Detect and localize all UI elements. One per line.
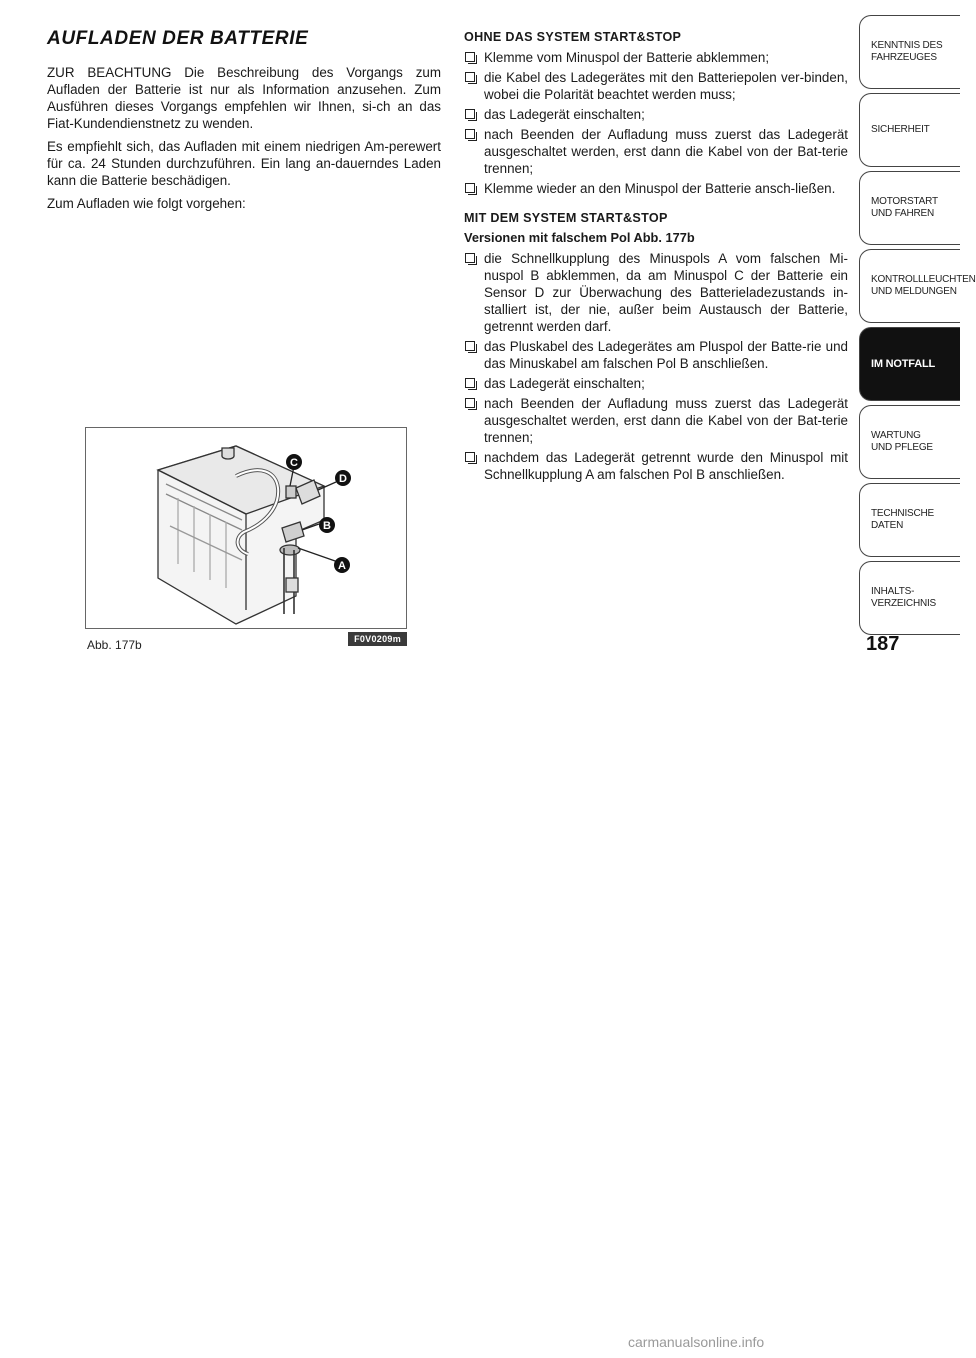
- checkbox-bullet-icon: [465, 253, 475, 263]
- checkbox-bullet-icon: [465, 378, 475, 388]
- paragraph-procedure-intro: Zum Aufladen wie folgt vorgehen:: [47, 196, 246, 211]
- paragraph-note: ZUR BEACHTUNG Die Beschreibung des Vorgangs zum Aufladen der Batterie ist nur als Information anzusehen. Zum Ausführen dieses Vorgangs empfehlen wir Ihnen, si-ch an das Fiat-Kundendienstnetz zu wenden.: [47, 65, 441, 131]
- checkbox-bullet-icon: [465, 452, 475, 462]
- page-number: 187: [866, 633, 900, 655]
- checkbox-bullet-icon: [465, 109, 475, 119]
- checkbox-bullet-icon: [465, 72, 475, 82]
- battery-illustration: [86, 428, 406, 628]
- checkbox-bullet-icon: [465, 183, 475, 193]
- list-item: das Ladegerät einschalten;: [464, 106, 848, 123]
- callout-a-label: A: [338, 560, 346, 572]
- section-subheading-versions: Versionen mit falschem Pol Abb. 177b: [464, 230, 695, 245]
- list-item: die Kabel des Ladegerätes mit den Batteriepolen ver-binden, wobei die Polarität beachtet werden muss;: [464, 69, 848, 103]
- steps-list-with-startstop: [464, 250, 848, 483]
- figure-code: F0V0209m: [348, 632, 407, 646]
- footer-watermark: carmanualsonline.info: [628, 1334, 765, 1350]
- list-item: nachdem das Ladegerät getrennt wurde den Minuspol mit Schnellkupplung A am falschen Pol B anschließen.: [464, 449, 848, 483]
- paragraph-recommendation: Es empfiehlt sich, das Aufladen mit einem niedrigen Am-perewert für ca. 24 Stunden durchzuführen. Ein lang an-dauerndes Laden kann die Batterie beschädigen.: [47, 139, 441, 188]
- left-column: [47, 28, 441, 218]
- checkbox-bullet-icon: [465, 129, 475, 139]
- callout-d-label: D: [339, 473, 347, 485]
- figure-caption-label: Abb. 177b: [87, 638, 142, 652]
- chapter-tabs: [859, 15, 976, 639]
- list-item: das Pluskabel des Ladegerätes am Pluspol der Batte-rie und das Minuskabel am falschen Pol B anschließen.: [464, 338, 848, 372]
- tab-kontrollleuchten-und-meldungen[interactable]: KONTROLLLEUCHTEN UND MELDUNGEN: [859, 249, 960, 323]
- list-item: nach Beenden der Aufladung muss zuerst das Ladegerät ausgeschaltet werden, erst dann die Kabel von der Bat-terie trennen;: [464, 395, 848, 446]
- steps-list-without-startstop: [464, 49, 848, 197]
- right-column: [464, 30, 848, 497]
- tab-im-notfall[interactable]: IM NOTFALL: [859, 327, 960, 401]
- tab-wartung-und-pflege[interactable]: WARTUNG UND PFLEGE: [859, 405, 960, 479]
- checkbox-bullet-icon: [465, 398, 475, 408]
- section-heading-without-startstop: OHNE DAS SYSTEM START&STOP: [464, 30, 682, 44]
- page-title: AUFLADEN DER BATTERIE: [47, 28, 309, 49]
- list-item: das Ladegerät einschalten;: [464, 375, 848, 392]
- list-item: Klemme vom Minuspol der Batterie abklemmen;: [464, 49, 848, 66]
- tab-sicherheit[interactable]: SICHERHEIT: [859, 93, 960, 167]
- callout-c-label: C: [290, 457, 298, 469]
- tab-technische-daten[interactable]: TECHNISCHE DATEN: [859, 483, 960, 557]
- checkbox-bullet-icon: [465, 52, 475, 62]
- tab-kenntnis-des-fahrzeuges[interactable]: KENNTNIS DES FAHRZEUGES: [859, 15, 960, 89]
- battery-figure: [85, 427, 407, 629]
- list-item: Klemme wieder an den Minuspol der Batterie ansch-ließen.: [464, 180, 848, 197]
- section-heading-with-startstop: MIT DEM SYSTEM START&STOP: [464, 211, 668, 225]
- tab-inhaltsverzeichnis[interactable]: INHALTS- VERZEICHNIS: [859, 561, 960, 635]
- list-item: die Schnellkupplung des Minuspols A vom falschen Mi-nuspol B abklemmen, da am Minuspol C der Batterie ein Sensor D zur Überwachung des Batterieladezustands in-stalliert ist, der nie, außer beim Austausch der Batterie, getrennt werden darf.: [464, 250, 848, 335]
- list-item: nach Beenden der Aufladung muss zuerst das Ladegerät ausgeschaltet werden, erst dann die Kabel von der Bat-terie trennen;: [464, 126, 848, 177]
- callout-b-label: B: [323, 520, 331, 532]
- tab-motorstart-und-fahren[interactable]: MOTORSTART UND FAHREN: [859, 171, 960, 245]
- checkbox-bullet-icon: [465, 341, 475, 351]
- figure-caption: [85, 632, 407, 650]
